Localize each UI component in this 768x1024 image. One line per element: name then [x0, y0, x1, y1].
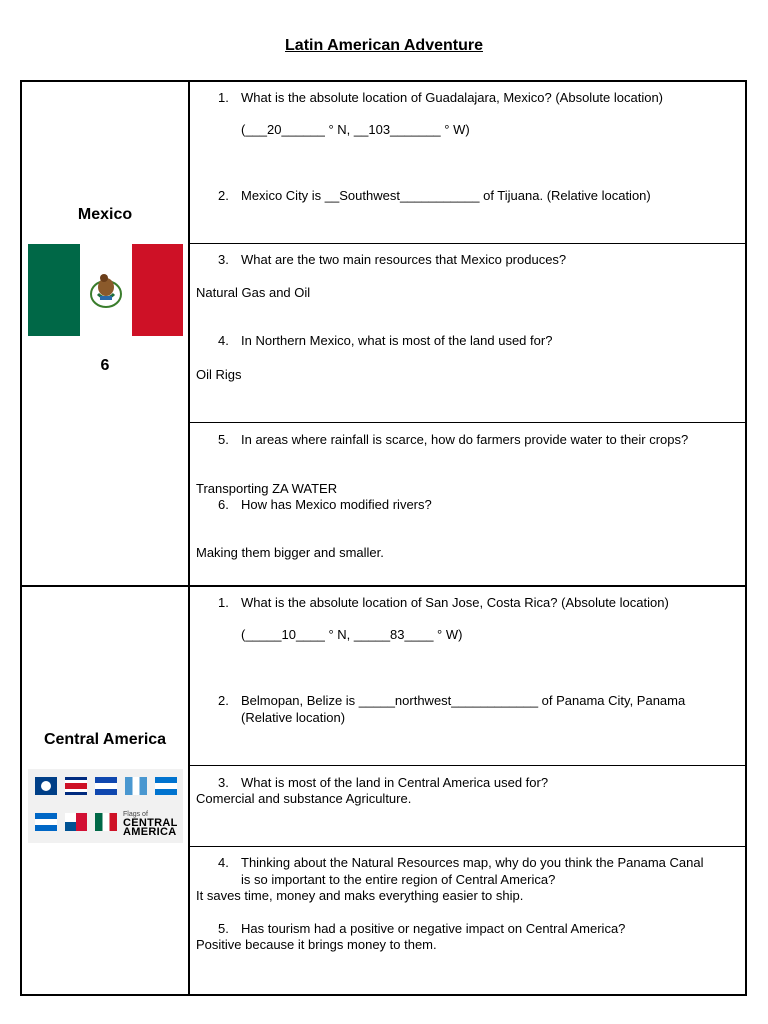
answer-text: Making them bigger and smaller. [196, 545, 384, 560]
question-number: 1. [218, 90, 229, 105]
question-number: 4. [218, 333, 229, 348]
question-number: 2. [218, 188, 229, 203]
region-central-america-label: Central America [43, 731, 167, 748]
answer-text: It saves time, money and maks everything easier to ship. [196, 888, 524, 903]
question-text: Mexico City is __Southwest___________ of Tijuana. (Relative location) [241, 188, 651, 203]
answer-text: Oil Rigs [196, 367, 242, 382]
eagle-emblem-icon [80, 244, 132, 336]
question-number: 3. [218, 775, 229, 790]
question-text: What is the absolute location of San Jose, Costa Rica? (Absolute location) [241, 595, 669, 610]
costa-rica-flag-icon [65, 777, 87, 795]
guatemala-flag-icon [125, 777, 147, 795]
question-number: 6. [218, 497, 229, 512]
central-america-flags-image [28, 769, 183, 843]
row-divider [189, 243, 745, 244]
question-text: is so important to the entire region of Central America? [241, 872, 556, 887]
flag-green-stripe [28, 244, 80, 336]
mexico-flag [28, 244, 183, 336]
honduras-flag-icon [155, 777, 177, 795]
answer-text: Transporting ZA WATER [196, 481, 338, 496]
question-number: 2. [218, 693, 229, 708]
page-title: Latin American Adventure [285, 37, 483, 54]
flag-red-stripe [132, 244, 184, 336]
question-text: In Northern Mexico, what is most of the land used for? [241, 333, 553, 348]
answer-text: Positive because it brings money to them. [196, 937, 437, 952]
answer-text: Natural Gas and Oil [196, 285, 311, 300]
panama-flag-icon [65, 813, 87, 831]
question-number: 1. [218, 595, 229, 610]
question-text: Belmopan, Belize is _____northwest____________ of Panama City, Panama [241, 693, 686, 708]
question-number: 5. [218, 921, 229, 936]
el-salvador-flag-icon [95, 777, 117, 795]
question-number: 4. [218, 855, 229, 870]
row-divider [189, 765, 745, 766]
question-text: What are the two main resources that Mexico produces? [241, 252, 567, 267]
mexico-flag-small-icon [95, 813, 117, 831]
row-divider [189, 422, 745, 423]
question-text: What is most of the land in Central America used for? [241, 775, 549, 790]
question-text: (Relative location) [241, 710, 346, 725]
question-text: Thinking about the Natural Resources map, why do you think the Panama Canal [241, 855, 704, 870]
question-number: 5. [218, 432, 229, 447]
belize-flag-icon [35, 777, 57, 795]
question-text: In areas where rainfall is scarce, how do farmers provide water to their crops? [241, 432, 689, 447]
question-number: 3. [218, 252, 229, 267]
row-divider [189, 846, 745, 847]
mexico-score: 6 [100, 357, 110, 374]
question-text: How has Mexico modified rivers? [241, 497, 432, 512]
answer-text: (_____10____ ° N, _____83____ ° W) [241, 627, 463, 642]
answer-text: Comercial and substance Agriculture. [196, 791, 412, 806]
question-text: Has tourism had a positive or negative impact on Central America? [241, 921, 626, 936]
nicaragua-flag-icon [35, 813, 57, 831]
flags-caption: Flags of CENTRAL AMERICA [123, 811, 178, 838]
flag-white-stripe [80, 244, 132, 336]
question-text: What is the absolute location of Guadalajara, Mexico? (Absolute location) [241, 90, 664, 105]
region-mexico-label: Mexico [77, 206, 133, 223]
answer-text: (___20______ ° N, __103_______ ° W) [241, 122, 470, 137]
section-divider [20, 585, 747, 587]
